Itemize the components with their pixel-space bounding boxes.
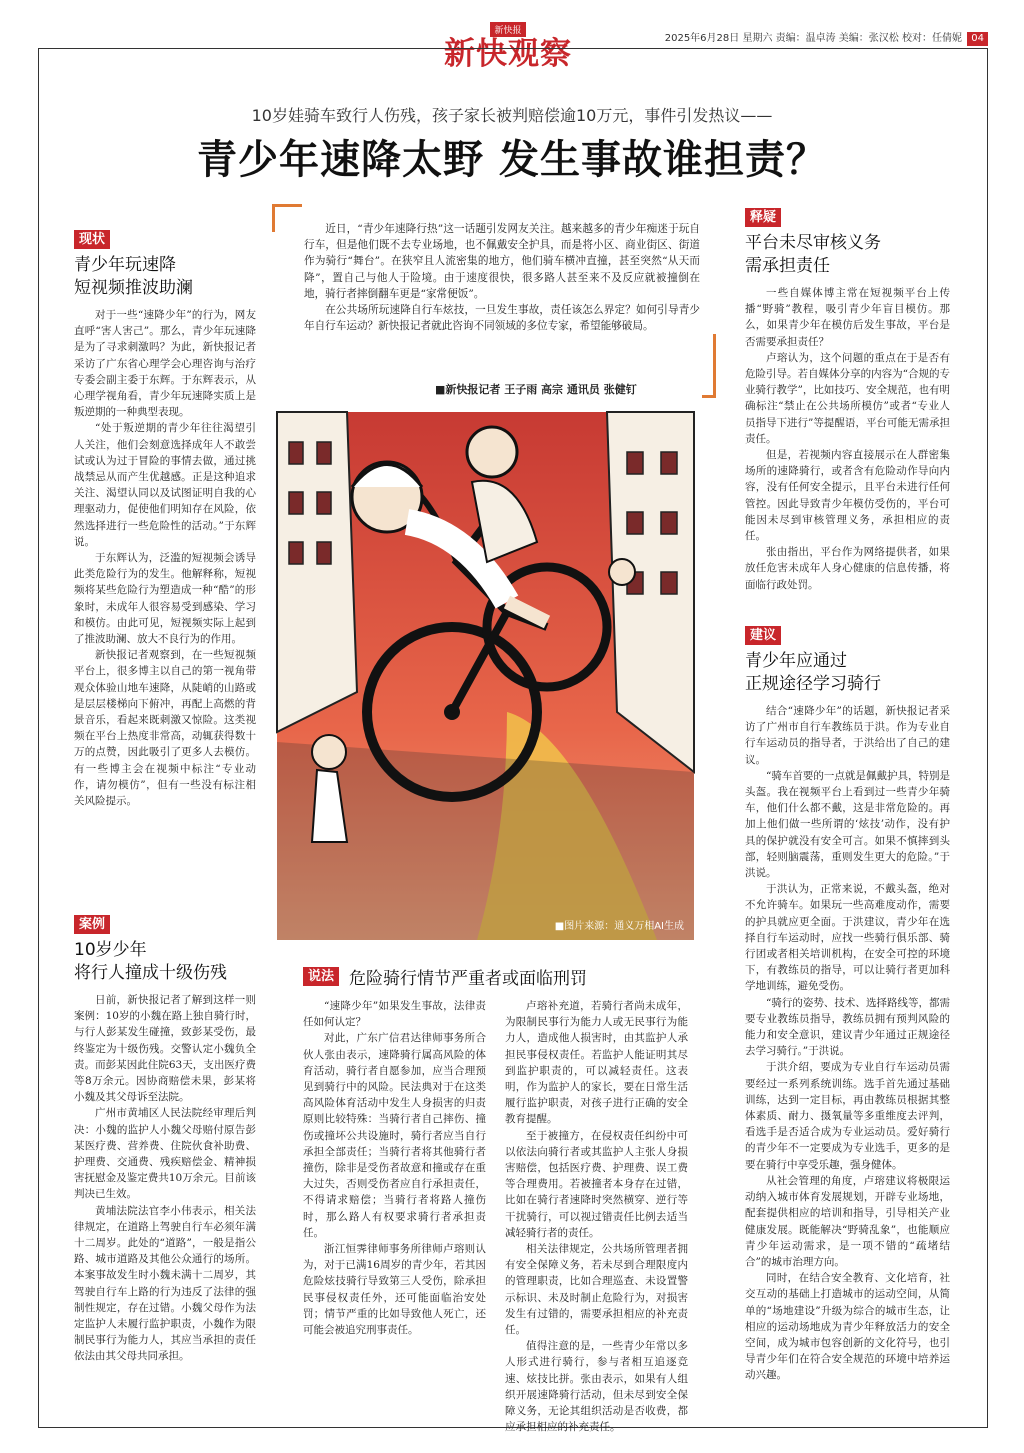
intro-text — [304, 221, 700, 334]
paragraph: 新快报记者观察到，在一些短视频平台上，很多博主以自己的第一视角带观众体验山地车速降，从陡峭的山路或是层层楼梯向下俯冲，再配上高燃的背景音乐，看起来既刺激又惊险。这类视频在平台上热度非常高，动辄获得数十万的点赞，因此吸引了更多人去模仿。有一些博主会在视频中标注“专业动作，请勿模仿”，但有一些没有标注相关风险提示。 — [74, 649, 256, 808]
section-title — [745, 232, 950, 278]
cyclist-illustration — [277, 412, 694, 940]
section-title: 危险骑行情节严重者或面临刑罚 — [349, 969, 588, 989]
page-number: 04 — [967, 32, 988, 46]
paragraph: 同时，在结合安全教育、文化培育，社交互动的基础上打造城市的运动空间，从简单的“场地建设”升级为综合的城市生态，让相应的运动场地成为青少年释放活力的安全空间，成为城市包容创新的文化符号，也引导青少年们在符合安全规范的环境中培养运动兴趣。 — [745, 1272, 950, 1382]
law-section-header — [303, 964, 693, 989]
paragraph: “骑车首要的一点就是佩戴护具，特别是头盔。我在视频平台上看到过一些青少年骑车，他们什么都不戴，这是非常危险的。再加上他们做一些所谓的‘炫技’动作，没有护具的保护就没有安全可言。如果不慎摔到头部，轻则脑震荡，重则发生更大的危险。”于洪说。 — [745, 769, 950, 880]
status-section — [74, 230, 256, 910]
section-tag: 说法 — [303, 967, 339, 986]
section-tag: 现状 — [74, 230, 110, 249]
date-line: 2025年6月28日 星期六 责编：温卓涛 美编：张汉松 校对：任倩妮 — [664, 33, 962, 44]
paragraph: 于东辉认为，泛滥的短视频会诱导此类危险行为的发生。他解释称，短视频将某些危险行为塑造成一种“酷”的形象时，未成年人很容易受到感染、学习和模仿。由此可见，短视频实际上起到了推波助澜、放大不良行为的作用。 — [74, 552, 256, 646]
section-title-line: 需承担责任 — [745, 256, 830, 276]
paragraph: 卢瑢补充道，若骑行者尚未成年，为限制民事行为能力人或无民事行为能力人，造成他人损害时，由其监护人承担民事侵权责任。若监护人能证明其尽到监护职责的，可以减轻责任。这表明，作为监护人的家长，要在日常生活履行监护职责，对孩子进行正确的安全教育提醒。 — [505, 1000, 688, 1126]
paragraph: 近日，“青少年速降行热”这一话题引发网友关注。越来越多的青少年痴迷于玩自行车，但是他们既不去专业场地，也不佩戴安全护具，而是将小区、商业街区、街道作为骑行“舞台”。在狭窄且人流密集的地方，他们骑车横冲直撞，甚至突然“从天而降”，置自己与他人于险境。由于速度很快，很多路人甚至来不及反应就被撞倒在地，骑行者摔倒翻车更是“家常便饭”。 — [304, 223, 700, 300]
corner-decoration — [702, 334, 716, 398]
paragraph: 浙江恒霁律师事务所律师卢瑢则认为，对于已满16周岁的青少年，若其因危险炫技骑行导致第三人受伤，除承担民事侵权责任外，还可能面临治安处罚；情节严重的比如导致他人死亡，还可能会被追究刑事责任。 — [303, 1243, 486, 1337]
section-tag: 释疑 — [745, 208, 781, 227]
section-title-line: 青少年应通过 — [745, 651, 847, 671]
clarify-section — [745, 208, 950, 613]
paragraph: “骑行的姿势、技术、选择路线等，都需要专业教练员指导，教练员拥有预判风险的能力和安全意识，建议青少年通过正规途径去学习骑行。”于洪说。 — [745, 996, 950, 1058]
image-caption: ■图片来源：通义万相AI生成 — [554, 921, 684, 932]
section-title-line: 10岁少年 — [74, 940, 147, 960]
page-title: 青少年速降太野 发生事故谁担责？ — [197, 136, 827, 183]
paragraph: 张由指出，平台作为网络提供者，如果放任危害未成年人身心健康的信息传播，将面临行政处罚。 — [745, 546, 950, 591]
paragraph: 相关法律规定，公共场所管理者拥有安全保障义务，若未尽到合理限度内的管理职责，比如合理巡查、未设置警示标识、未及时制止危险行为，对损害发生有过错的，需要承担相应的补充责任。 — [505, 1243, 688, 1337]
paragraph: 卢瑢认为，这个问题的重点在于是否有危险引导。若自媒体分享的内容为“合规的专业骑行教学”，比如技巧、安全规范，也有明确标注“禁止在公共场所模仿”或者“专业人员指导下进行”等提醒语，平台可能无需承担责任。 — [745, 351, 950, 445]
brand-small: 新快报 — [490, 22, 525, 37]
section-title-line: 将行人撞成十级伤残 — [74, 963, 227, 983]
brand-big: 新快观察 — [444, 36, 572, 72]
kicker: 10岁娃骑车致行人伤残，孩子家长被判赔偿逾10万元，事件引发热议—— — [251, 106, 773, 125]
paragraph: 对此，广东广信君达律师事务所合伙人张由表示，速降骑行属高风险的体育活动，骑行者自愿参加，应当合理预见到骑行中的风险。民法典对于在这类高风险体育活动中发生人身损害的归责原则比较特殊：当骑行者自己摔伤、撞伤或撞坏公共设施时，骑行者应当自行承担全部责任；当骑行者将其他骑行者撞伤，除非是受伤者故意和撞或存在重大过失，否则受伤者应自行承担责任，不得请求赔偿；当骑行者将路人撞伤时，那么路人有权要求骑行者承担责任。 — [303, 1032, 486, 1239]
section-title-line: 正规途径学习骑行 — [745, 674, 881, 694]
illustration — [277, 412, 694, 940]
paragraph: 在公共场所玩速降自行车炫技，一旦发生事故，责任该怎么界定？如何引导青少年自行车运动？新快报记者就此咨询不同领域的多位专家，希望能够破局。 — [304, 304, 700, 333]
corner-decoration — [272, 204, 302, 232]
section-tag: 案例 — [74, 915, 110, 934]
case-section — [74, 915, 256, 1410]
paragraph: 于洪认为，正常来说，不戴头盔，绝对不允许骑车。如果玩一些高难度动作，需要的护具就应更全面。于洪建议，青少年在选择自行车运动时，应找一些骑行俱乐部、骑行团或者相关培训机构，在安全可控的环境下，有教练员的指导，可以让骑行者更加科学地训练，避免受伤。 — [745, 883, 950, 993]
suggest-section — [745, 626, 950, 1412]
paragraph: 黄埔法院法官李小伟表示，相关法律规定，在道路上驾驶自行车必须年满十二周岁。此处的“道路”，一般是指公路、城市道路及其他公众通行的场所。本案事故发生时小魏未满十二周岁，其驾驶自行车上路的行为违反了法律的强制性规定，存在过错。小魏父母作为法定监护人未履行监护职责，小魏作为限制民事行为能力人，其应当承担的责任依法由其父母共同承担。 — [74, 1204, 256, 1363]
paragraph: 广州市黄埔区人民法院经审理后判决：小魏的监护人小魏父母赔付原告彭某医疗费、营养费、住院伙食补助费、护理费、交通费、残疾赔偿金、精神损害抚慰金及鉴定费共10万余元。目前该判决已生效。 — [74, 1107, 256, 1201]
law-column-1 — [303, 998, 486, 1410]
section-title-line: 平台未尽审核义务 — [745, 233, 881, 253]
paragraph: 于洪介绍，要成为专业自行车运动员需要经过一系列系统训练。选手首先通过基础训练，达到一定目标，再由教练员根据其整体素质、耐力、摄氧量等多重维度去评判，看选手是否适合成为专业运动员。爱好骑行的青少年不一定要成为专业选手，更多的是要在骑行中享受乐趣，强身健体。 — [745, 1061, 950, 1171]
law-column-2 — [505, 998, 688, 1434]
paragraph: 日前，新快报记者了解到这样一则案例：10岁的小魏在路上独自骑行时，与行人彭某发生碰撞，致彭某受伤，最终鉴定为十级伤残。交警认定小魏负全责。而彭某因此住院63天，支出医疗费等8万余元。因协商赔偿未果，彭某将小魏及其父母诉至法院。 — [74, 994, 256, 1104]
section-title — [745, 650, 950, 696]
paragraph: 一些自媒体博主常在短视频平台上传播“野骑”教程，吸引青少年盲目模仿。那么，如果青少年在模仿后发生事故，平台是否需要承担责任？ — [745, 287, 950, 348]
paragraph: 结合“速降少年”的话题，新快报记者采访了广州市自行车教练员于洪。作为专业自行车运动员的指导者，于洪给出了自己的建议。 — [745, 705, 950, 766]
byline: ■新快报记者 王子雨 高宗 通讯员 张健钉 — [435, 383, 637, 396]
section-tag: 建议 — [745, 626, 781, 645]
section-title-line: 青少年玩速降 — [74, 255, 176, 275]
paragraph: 对于一些“速降少年”的行为，网友直呼“害人害己”。那么，青少年玩速降是为了寻求刺激吗？为此，新快报记者采访了广东省心理学会心理咨询与治疗专委会副主委于东辉。于东辉表示，从心理学视角看，青少年玩速降实质上是叛逆期的一种典型表现。 — [74, 309, 256, 419]
paragraph: 但是，若视频内容直接展示在人群密集场所的速降骑行，或者含有危险动作导向内容，没有任何安全提示，且平台未进行任何管控。因此导致青少年模仿受伤的，平台可能因未尽到审核管理义务，承担相应的责任。 — [745, 449, 950, 543]
paragraph: “处于叛逆期的青少年往往渴望引人关注，他们会刻意选择成年人不敢尝试或认为过于冒险的事情去做，通过挑战禁忌从而产生优越感。正是这种追求关注、渴望认同以及试图证明自我的心理驱动力，促使他们明知存在风险，依然选择进行一些危险性的活动。”于东辉说。 — [74, 422, 256, 548]
paragraph: 从社会管理的角度，卢瑢建议将极限运动纳入城市体育发展规划，开辟专业场地，配套提供相应的培训和指导，引导相关产业健康发展。既能解决“野骑乱象”，也能顺应青少年运动需求，是一项不错的“疏堵结合”的城市治理方向。 — [745, 1174, 950, 1268]
section-title — [74, 939, 256, 985]
paragraph: 至于被撞方，在侵权责任纠纷中可以依法向骑行者或其监护人主张人身损害赔偿，包括医疗费、护理费、误工费等合理费用。若被撞者本身存在过错，比如在骑行者速降时突然横穿、逆行等干扰骑行，可以视过错责任比例去适当减轻骑行者的责任。 — [505, 1129, 688, 1239]
section-title-line: 短视频推波助澜 — [74, 278, 193, 298]
intro-box — [272, 204, 716, 398]
section-title — [74, 254, 256, 300]
paragraph: “速降少年”如果发生事故，法律责任如何认定？ — [303, 1000, 486, 1029]
paragraph: 值得注意的是，一些青少年常以多人形式进行骑行，参与者相互追逐竞速、炫技比拼。张由表示，如果有人组织开展速降骑行活动，但未尽到安全保障义务，无论其组织活动是否收费，都应承担相应的补充责任。 — [505, 1340, 688, 1434]
